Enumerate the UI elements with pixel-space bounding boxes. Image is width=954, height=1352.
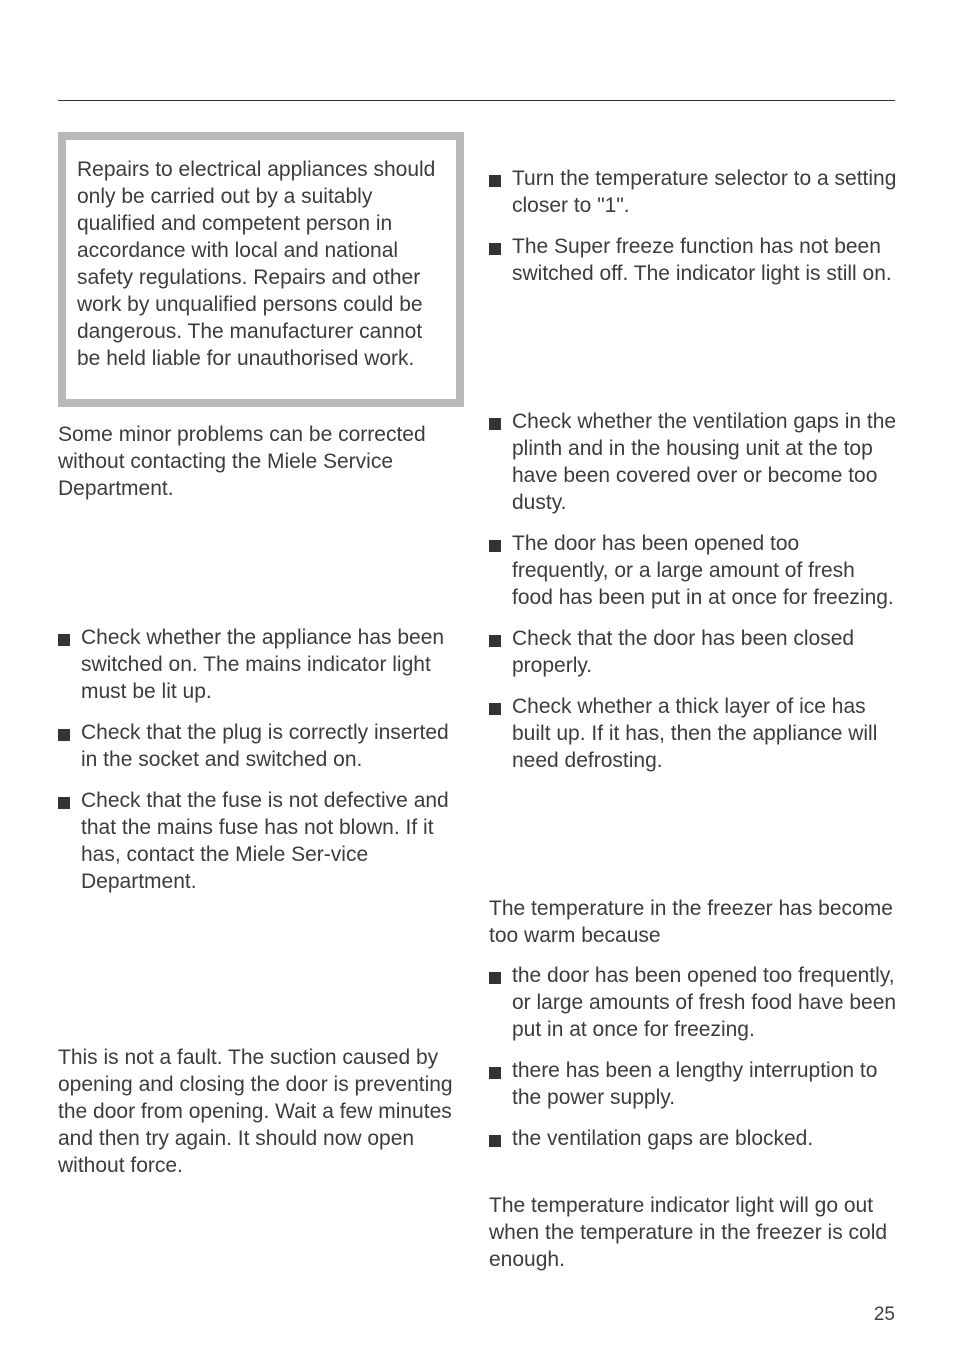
door-paragraph: This is not a fault. The suction caused by opening and closing the door is preventing the door from opening. Wait a few minutes and then try again. It should now open without force. [58, 1046, 453, 1177]
intro-paragraph: Some minor problems can be corrected without contacting the Miele Service Department. [58, 423, 426, 500]
list-item: The door has been opened too frequently, or a large amount of fresh food has been put in at once for freezing. [489, 530, 899, 611]
list-item: Check that the door has been closed properly. [489, 625, 899, 679]
page-number: 25 [873, 1304, 895, 1325]
list-item: Check that the plug is correctly inserted in the socket and switched on. [58, 719, 468, 773]
list-item: The Super freeze function has not been switched off. The indicator light is still on. [489, 233, 899, 287]
header-rule [58, 100, 895, 101]
list-item: Check whether a thick layer of ice has built up. If it has, then the appliance will need defrosting. [489, 693, 899, 774]
bullet-square-icon [489, 540, 501, 552]
bullet-square-icon [489, 1067, 501, 1079]
bullet-square-icon [489, 175, 501, 187]
bullet-square-icon [489, 635, 501, 647]
bullet-square-icon [489, 418, 501, 430]
list-item: Check whether the ventilation gaps in the plinth and in the housing unit at the top have been covered over or become too dusty. [489, 408, 899, 516]
warning-text: Repairs to electrical appliances should only be carried out by a suitably qualified and competent person in accordance with local and national safety regulations. Repairs and other work by unqualified persons could be dangerous. The manufacturer cannot be held liable for unauthorised work. [77, 158, 436, 370]
list-item: the door has been opened too frequently, or large amounts of fresh food have been put in at once for freezing. [489, 962, 899, 1043]
bullet-square-icon [489, 972, 501, 984]
warning-box [58, 132, 464, 407]
bullet-square-icon [58, 634, 70, 646]
list-item: Check whether the appliance has been switched on. The mains indicator light must be lit up. [58, 624, 468, 705]
list-item: there has been a lengthy interruption to the power supply. [489, 1057, 899, 1111]
list-item: Turn the temperature selector to a setting closer to "1". [489, 165, 899, 219]
temperature-outro: The temperature indicator light will go out when the temperature in the freezer is cold enough. [489, 1194, 888, 1271]
bullet-square-icon [489, 1135, 501, 1147]
temperature-intro: The temperature in the freezer has become too warm because [489, 897, 893, 947]
left-checklist [58, 624, 468, 895]
right-checklist-2 [489, 408, 899, 774]
bullet-square-icon [489, 243, 501, 255]
list-item: the ventilation gaps are blocked. [489, 1125, 899, 1152]
bullet-square-icon [58, 797, 70, 809]
bullet-square-icon [58, 729, 70, 741]
right-checklist-3 [489, 962, 899, 1152]
right-checklist-1 [489, 165, 899, 287]
list-item: Check that the fuse is not defective and that the mains fuse has not blown. If it has, contact the Miele Ser-vice Department. [58, 787, 468, 895]
bullet-square-icon [489, 703, 501, 715]
